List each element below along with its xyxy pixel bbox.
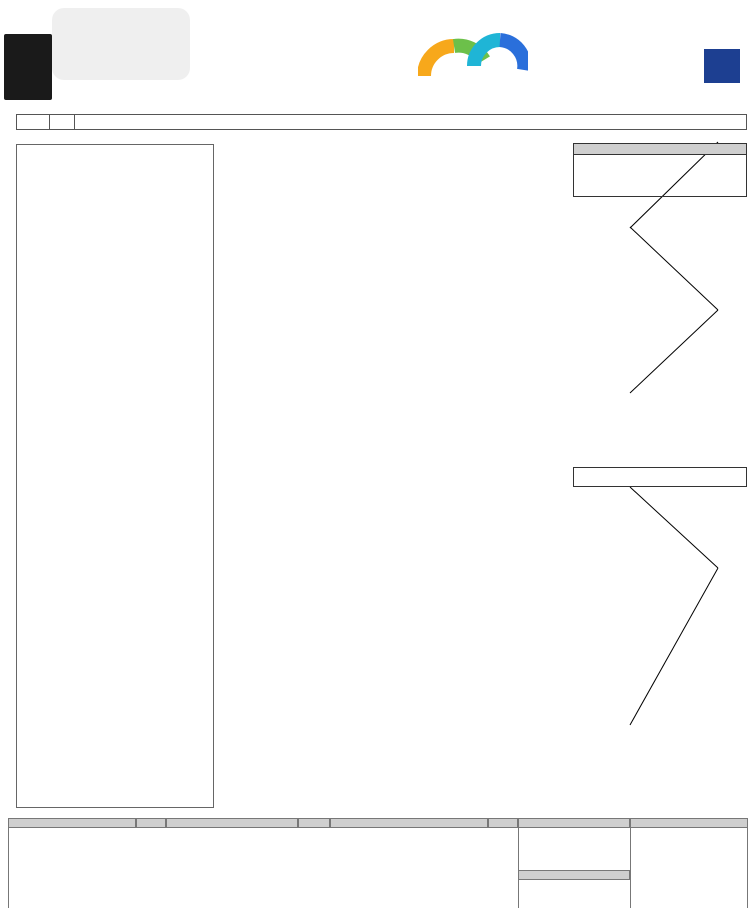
bracket-line	[630, 227, 718, 310]
champion-box	[573, 143, 747, 197]
bracket-line	[630, 310, 718, 393]
footer-rows	[0, 818, 750, 908]
footer-tables	[0, 818, 750, 908]
bracket-line	[630, 487, 718, 568]
bracket-line	[630, 568, 718, 725]
semifinal-result-box	[573, 467, 747, 487]
champion-label	[574, 144, 746, 155]
